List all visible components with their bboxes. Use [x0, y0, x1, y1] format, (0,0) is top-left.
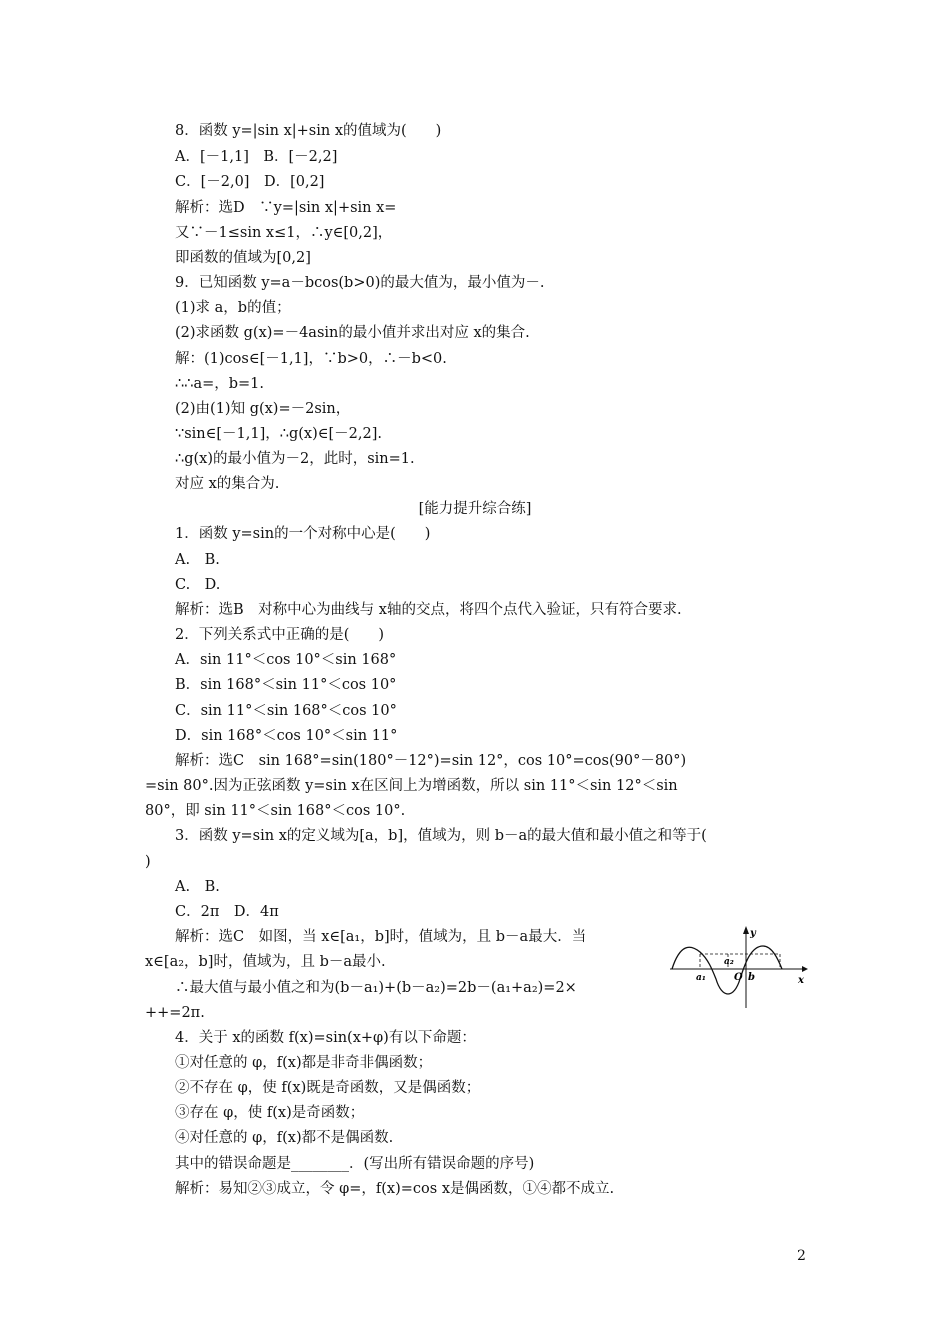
text-line: ∴g(x)的最小值为－2，此时，sin=1. [175, 451, 415, 467]
text-line: (2)求函数 g(x)=－4asin的最小值并求出对应 x的集合. [175, 325, 530, 341]
text-line: C．[－2,0] D．[0,2] [175, 174, 325, 190]
b-label: b [748, 972, 755, 983]
section-title: [能力提升综合练] [418, 501, 532, 517]
text-line: 解：(1)cos∈[－1,1]，∵b>0，∴－b<0. [175, 351, 447, 367]
a2-label: a₂ [724, 957, 734, 967]
text-line: A. B. [175, 879, 220, 895]
text-line: ++=2π. [145, 1005, 205, 1021]
text-line: 解析：选B 对称中心为曲线与 x轴的交点，将四个点代入验证，只有符合要求. [175, 602, 682, 618]
sine-graph-figure [668, 924, 808, 1010]
text-line: 对应 x的集合为. [175, 476, 280, 492]
text-line: 4．关于 x的函数 f(x)=sin(x+φ)有以下命题： [175, 1030, 476, 1046]
text-line: ∴最大值与最小值之和为(b－a₁)+(b－a₂)=2b－(a₁+a₂)=2× [175, 980, 577, 996]
text-line: 解析：选D ∵y=|sin x|+sin x= [175, 200, 397, 216]
text-line: D．sin 168°＜cos 10°＜sin 11° [175, 728, 398, 744]
y-label: y [750, 928, 756, 939]
text-line: A. B. [175, 552, 220, 568]
text-line: 1．函数 y=sin的一个对称中心是( ) [175, 526, 431, 542]
text-line: 即函数的值域为[0,2] [175, 250, 311, 266]
sine-curve [672, 946, 782, 994]
a1-label: a₁ [696, 973, 706, 983]
x-label: x [798, 975, 804, 986]
text-line: ) [145, 854, 151, 870]
text-line: ④对任意的 φ，f(x)都不是偶函数. [175, 1130, 394, 1146]
text-line: ∴∴a=，b=1. [175, 376, 265, 392]
text-line: ①对任意的 φ，f(x)都是非奇非偶函数； [175, 1055, 433, 1071]
text-line: C．2π D．4π [175, 904, 279, 920]
text-line: B．sin 168°＜sin 11°＜cos 10° [175, 677, 397, 693]
text-line: A．[－1,1] B．[－2,2] [175, 149, 338, 165]
text-line: 其中的错误命题是________．(写出所有错误命题的序号) [175, 1156, 535, 1172]
text-line: 9．已知函数 y=a－bcos(b>0)的最大值为，最小值为－. [175, 275, 545, 291]
text-line: 解析：易知②③成立，令 φ=，f(x)=cos x是偶函数，①④都不成立. [175, 1181, 615, 1197]
text-line: ∵sin∈[－1,1]，∴g(x)∈[－2,2]. [175, 426, 382, 442]
page-number: 2 [797, 1248, 806, 1264]
text-line: 解析：选C sin 168°=sin(180°－12°)=sin 12°，cos 10°=cos(90°－80°) [175, 753, 687, 769]
text-line: x∈[a₂，b]时，值域为，且 b－a最小. [145, 954, 386, 970]
text-line: 2．下列关系式中正确的是( ) [175, 627, 385, 643]
x-axis-arrow [802, 966, 808, 972]
text-line: 又∵－1≤sin x≤1，∴y∈[0,2]， [175, 225, 393, 241]
text-line: (1)求 a，b的值； [175, 300, 291, 316]
origin-label: O [734, 972, 743, 983]
text-line: 解析：选C 如图，当 x∈[a₁，b]时，值域为，且 b－a最大．当 [175, 929, 587, 945]
text-line: 3．函数 y=sin x的定义域为[a，b]，值域为，则 b－a的最大值和最小值之和等于( [175, 828, 707, 844]
text-line: A．sin 11°＜cos 10°＜sin 168° [175, 652, 397, 668]
text-line: ③存在 φ，使 f(x)是奇函数； [175, 1105, 365, 1121]
text-line: =sin 80°.因为正弦函数 y=sin x在区间上为增函数，所以 sin 11°＜sin 12°＜sin [145, 778, 678, 794]
text-line: (2)由(1)知 g(x)=－2sin， [175, 401, 351, 417]
text-line: ②不存在 φ，使 f(x)既是奇函数，又是偶函数； [175, 1080, 481, 1096]
text-line: C. D. [175, 577, 221, 593]
text-line: 80°，即 sin 11°＜sin 168°＜cos 10°. [145, 803, 406, 819]
text-line: 8．函数 y=|sin x|+sin x的值域为( ) [175, 123, 442, 139]
text-line: C．sin 11°＜sin 168°＜cos 10° [175, 703, 397, 719]
y-axis-arrow [743, 926, 749, 934]
